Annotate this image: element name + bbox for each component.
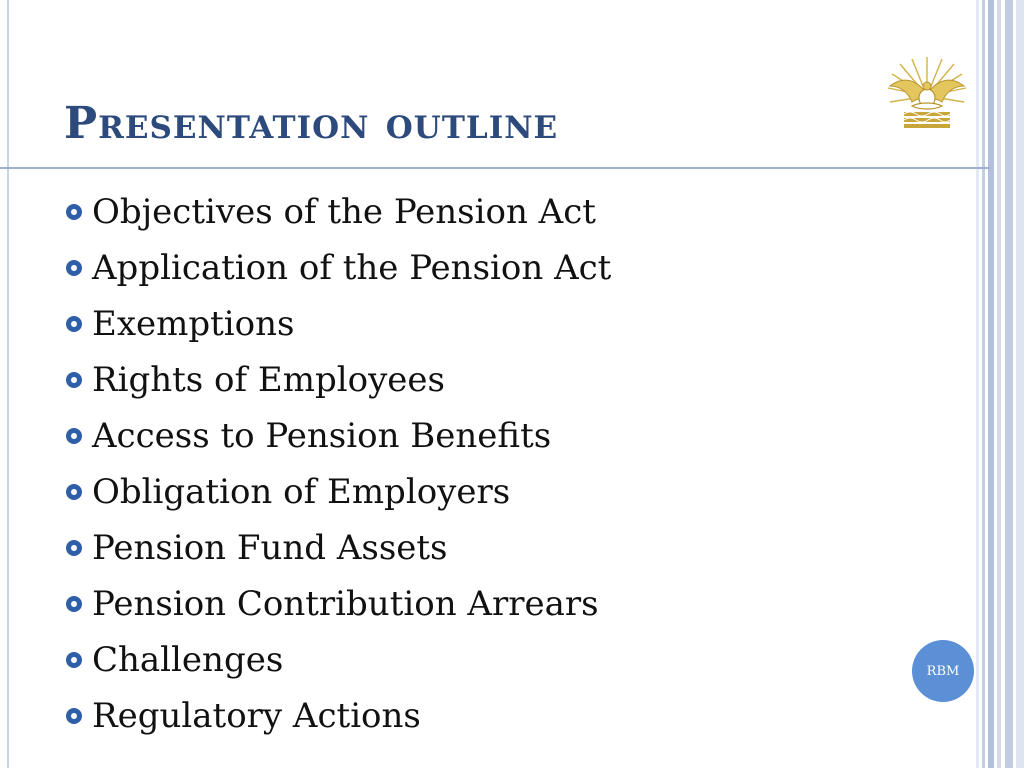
list-item-label: Access to Pension Benefits xyxy=(92,416,552,456)
list-item-label: Regulatory Actions xyxy=(92,696,421,736)
target-bullet-icon xyxy=(64,426,84,446)
slide-title: Presentation outline xyxy=(64,98,559,149)
title-divider xyxy=(0,167,990,169)
list-item xyxy=(64,520,611,576)
list-item-label: Pension Contribution Arrears xyxy=(92,584,599,624)
list-item xyxy=(64,688,611,744)
list-item-label: Exemptions xyxy=(92,304,295,344)
list-item xyxy=(64,184,611,240)
target-bullet-icon xyxy=(64,650,84,670)
list-item xyxy=(64,352,611,408)
target-bullet-icon xyxy=(64,202,84,222)
list-item-label: Application of the Pension Act xyxy=(92,248,612,288)
eagle-emblem-icon xyxy=(882,56,972,132)
target-bullet-icon xyxy=(64,314,84,334)
target-bullet-icon xyxy=(64,706,84,726)
list-item xyxy=(64,296,611,352)
list-item-label: Objectives of the Pension Act xyxy=(92,192,596,232)
target-bullet-icon xyxy=(64,538,84,558)
list-item xyxy=(64,464,611,520)
list-item xyxy=(64,632,611,688)
list-item-label: Challenges xyxy=(92,640,284,680)
list-item xyxy=(64,240,611,296)
rbm-badge: RBM xyxy=(912,640,974,702)
target-bullet-icon xyxy=(64,594,84,614)
left-border-line xyxy=(7,0,9,768)
outline-list xyxy=(64,184,611,744)
target-bullet-icon xyxy=(64,482,84,502)
right-decorative-stripes xyxy=(976,0,1024,768)
list-item-label: Pension Fund Assets xyxy=(92,528,448,568)
target-bullet-icon xyxy=(64,258,84,278)
list-item-label: Obligation of Employers xyxy=(92,472,511,512)
list-item-label: Rights of Employees xyxy=(92,360,445,400)
list-item xyxy=(64,408,611,464)
list-item xyxy=(64,576,611,632)
target-bullet-icon xyxy=(64,370,84,390)
